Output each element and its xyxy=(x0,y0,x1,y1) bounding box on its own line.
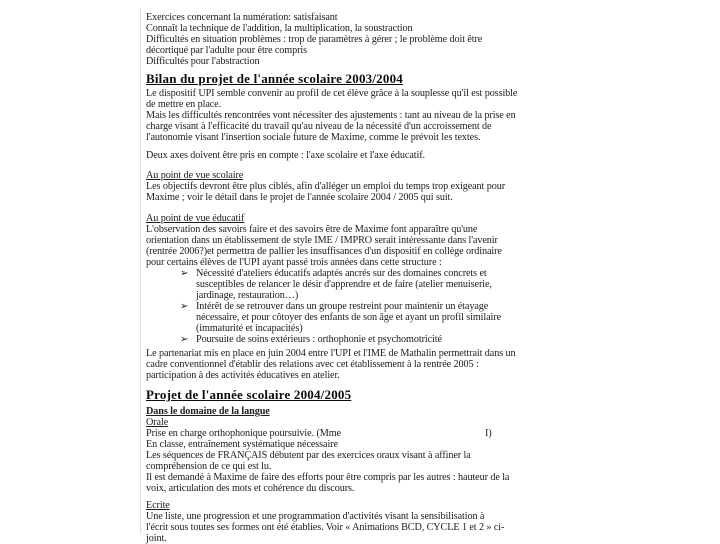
intro-line: Exercices concernant la numération: satisfaisant xyxy=(146,12,338,23)
educatif-line: L'observation des savoirs faire et des savoirs être de Maxime font apparaître qu'une xyxy=(146,224,478,235)
educatif-line: (rentrée 2006?)et permettra de pallier les insuffisances d'un dispositif en collège ordinaire xyxy=(146,246,502,257)
partenariat-line: Le partenariat mis en place en juin 2004 entre l'UPI et l'IME de Mathalin permettrait dans un xyxy=(146,348,516,359)
educatif-line: orientation dans un établissement de style IME / IMPRO serait intéressante dans l'avenir xyxy=(146,235,498,246)
orale-line: compréhension de ce qui est lu. xyxy=(146,461,272,472)
orale-line: Il est demandé à Maxime de faire des efforts pour être compris par les autres : hauteur de la xyxy=(146,472,510,483)
bullet-line: nécessaire, et pour côtoyer des enfants de son âge et ayant un profil similaire xyxy=(196,312,501,323)
orale-line: voix, articulation des mots et cohérence du discours. xyxy=(146,483,355,494)
orale-line: Les séquences de FRANÇAIS débutent par des exercices oraux visant à affiner la xyxy=(146,450,471,461)
langue-title: Dans le domaine de la langue xyxy=(146,406,270,417)
educatif-line: pour certains élèves de l'UPI ayant passé trois années dans cette structure : xyxy=(146,257,442,268)
projet-title: Projet de l'année scolaire 2004/2005 xyxy=(146,387,352,402)
ecrite-line: joint. xyxy=(146,533,167,544)
orale-line-end: I) xyxy=(485,428,492,439)
orale-line: Prise en charge orthophonique poursuivie. (Mme xyxy=(146,428,341,439)
bullet-arrow-icon: ➢ xyxy=(180,268,189,279)
bullet-line: susceptibles de relancer le désir d'apprendre et de faire (atelier menuiserie, xyxy=(196,279,492,290)
bilan-para-line: de mettre en place. xyxy=(146,99,222,110)
partenariat-line: participation à des activités éducatives en atelier. xyxy=(146,370,340,381)
bullet-line: (immaturité et incapacités) xyxy=(196,323,303,334)
bilan-para-line: Le dispositif UPI semble convenir au profil de cet élève grâce à la souplesse qu'il est possible xyxy=(146,88,518,99)
bullet-arrow-icon: ➢ xyxy=(180,301,189,312)
intro-line: Connaît la technique de l'addition, la multiplication, la soustraction xyxy=(146,23,413,34)
ecrite-line: l'écrit sous toutes ses formes ont été établies. Voir « Animations BCD, CYCLE 1 et 2 » ci- xyxy=(146,522,505,533)
intro-line: Difficultés en situation problèmes : trop de paramètres à gérer ; le problème doit être xyxy=(146,34,483,45)
ecrite-title: Ecrite xyxy=(146,500,170,511)
orale-line: En classe, entraînement systématique nécessaire xyxy=(146,439,338,450)
scan-edge xyxy=(140,8,141,533)
scolaire-title: Au point de vue scolaire xyxy=(146,170,244,181)
bilan-para-line: l'autonomie visant l'insertion sociale future de Maxime, comme le prévoit les textes. xyxy=(146,132,481,143)
orale-title: Orale xyxy=(146,417,169,428)
scolaire-line: Les objectifs devront être plus ciblés, afin d'alléger un emploi du temps trop exigeant pour xyxy=(146,181,505,192)
scanned-document xyxy=(140,8,580,544)
ecrite-line: Une liste, une progression et une programmation d'activités visant la sensibilisation à xyxy=(146,511,485,522)
bullet-line: Intérêt de se retrouver dans un groupe restreint pour maintenir un étayage xyxy=(196,301,489,312)
intro-line: Difficultés pour l'abstraction xyxy=(146,56,260,67)
bilan-para-line: charge visant à l'efficacité du travail qu'au niveau de la nécessité d'un accroissement de xyxy=(146,121,492,132)
bilan-title: Bilan du projet de l'année scolaire 2003/2004 xyxy=(146,71,403,86)
intro-line: décortiqué par l'adulte pour être compris xyxy=(146,45,307,56)
bullet-line: Nécessité d'ateliers éducatifs adaptés ancrés sur des domaines concrets et xyxy=(196,268,487,279)
scolaire-line: Maxime ; voir le détail dans le projet de l'année scolaire 2004 / 2005 qui suit. xyxy=(146,192,453,203)
bilan-para-line: Mais les difficultés rencontrées vont nécessiter des ajustements : tant au niveau de la prise en xyxy=(146,110,516,121)
bullet-line: jardinage, restauration…) xyxy=(196,290,299,301)
axes-line: Deux axes doivent être pris en compte : l'axe scolaire et l'axe éducatif. xyxy=(146,150,425,161)
partenariat-line: cadre conventionnel d'établir des relations avec cet établissement à la rentrée 2005 : xyxy=(146,359,479,370)
educatif-title: Au point de vue éducatif xyxy=(146,213,245,224)
bullet-arrow-icon: ➢ xyxy=(180,334,189,345)
bullet-line: Poursuite de soins extérieurs : orthophonie et psychomotricité xyxy=(196,334,442,345)
